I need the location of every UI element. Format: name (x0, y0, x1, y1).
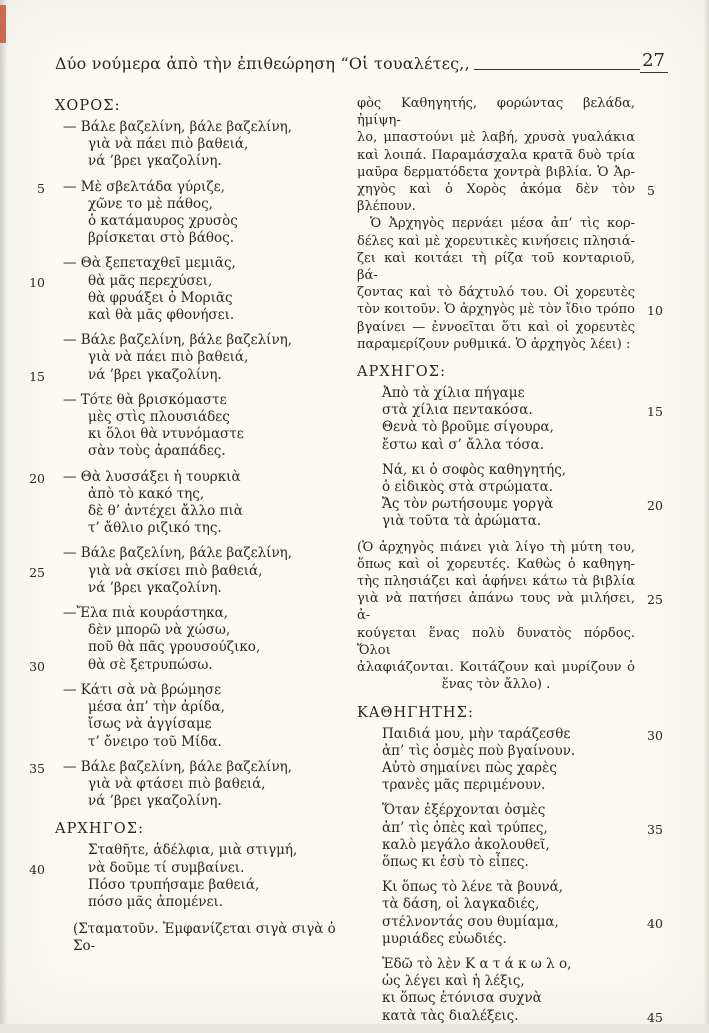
verse-line: Πόσο τρυπήσαμε βαθειά, (88, 876, 260, 893)
verse-line: Ὅταν ἐξέρχονται ὀσμὲς (382, 802, 546, 819)
verse-line: θὰ σὲ ξετρυπώσω. 30 (55, 657, 355, 674)
verse-line: γιὰ νὰ πάει πιὸ βαθειά, (88, 349, 249, 366)
line-number: 15 (29, 368, 45, 384)
line-number: 40 (29, 861, 45, 877)
stanza (29, 255, 355, 324)
verse-line: Ἀπὸ τὰ χίλια πήγαμε (382, 385, 525, 402)
stanza (357, 955, 663, 1025)
speaker-heading: ΚΑΘΗΓΗΤΗΣ: (357, 704, 474, 721)
verse-line: μυριάδες εὐωδιές. (382, 930, 507, 947)
stage-direction-line: φὸς Καθηγητής, φορώντας βελάδα, ἡμίψη- (357, 96, 635, 129)
stage-direction-line: ἀλαφιάζονται. Κοιτάζουν καὶ μυρίζουν ὁ (357, 660, 635, 676)
verse-line: κι ὅπως ἐτόνισα συχνὰ (382, 990, 542, 1007)
verse-line: σὰν τοὺς ἀραπάδες. (88, 443, 226, 460)
stanza (55, 392, 355, 461)
verse-line: — Τότε θὰ βρισκόμαστε (63, 391, 227, 408)
line-number: 35 (647, 821, 663, 837)
line-number: 20 (647, 498, 663, 514)
stage-direction-line: τὴς πλησιάζει καὶ ἀφήνει κάτω τὰ βιβλία (357, 574, 635, 590)
stage-direction-line: ζει καὶ κοιτάει τὴ ρίζα τοῦ κονταριοῦ, βά- (357, 250, 635, 284)
verse-line: Κι ὅπως τὸ λένε τὰ βουνά, (382, 879, 564, 896)
stage-direction-line: δέλες καὶ μὲ χορευτικὲς κινήσεις πλησιά- (357, 233, 635, 249)
verse-line: γιὰ νὰ πάει πιὸ βαθειά, (88, 136, 249, 153)
speaker-heading: ΧΟΡΟΣ: (55, 98, 121, 114)
stage-direction-line: ὅπως καὶ οἱ χορευτές. Καθὼς ὁ καθηγη- (357, 556, 635, 572)
stanza (29, 842, 355, 911)
stage-direction-line: καὶ λοιπά. Παραμάσχαλα κρατᾶ δυὸ τρία (357, 147, 635, 163)
verse-line: γιὰ νὰ σκίσει πιὸ βαθειά, 25 (55, 563, 355, 580)
header-rule (474, 69, 640, 70)
verse-line: γιὰ νὰ φτάσει πιὸ βαθειά, (88, 775, 266, 792)
verse-line: γιὰ τοῦτα τὰ ἀρώματα. (382, 513, 542, 530)
line-number: 25 (647, 592, 663, 608)
verse-line: — Βάλε βαζελίνη, βάλε βαζελίνη, (63, 332, 293, 349)
verse-line: ὁ κατάμαυρος χρυσὸς (88, 213, 238, 230)
verse-line: ἀπ’ τὶς ὀπὲς καὶ τρύπες, 35 (357, 820, 635, 837)
verse-line: — Βάλε βαζελίνη, βάλε βαζελίνη, (63, 119, 293, 135)
line-number: 30 (647, 727, 663, 743)
stage-direction (357, 95, 663, 353)
stanza (29, 332, 355, 384)
verse-line: μέσα ἀπ’ τὴν ἀρίδα, (88, 699, 225, 716)
verse-line: ὡς λέγει καὶ ἡ λέξις, (382, 973, 525, 990)
verse-line: ἀπὸ τὸ κακό της, (88, 485, 205, 502)
verse-line: Παιδιά μου, μὴν ταράζεσθε 30 (357, 726, 635, 743)
verse-line: θὰ μᾶς περεχύσει, 10 (55, 273, 355, 290)
verse-line: βρίσκεται στὸ βάθος. (88, 230, 234, 247)
stanza (37, 178, 355, 248)
stanza (55, 682, 355, 751)
stanza (55, 119, 355, 171)
scan-edge-left (0, 0, 7, 1024)
stage-direction-line: ζοντας καὶ τὸ δάχτυλό του. Οἱ χορευτὲς (357, 285, 635, 301)
verse-line: Ἄς τὸν ρωτήσουμε γοργὰ 20 (357, 496, 635, 513)
stage-direction (55, 921, 355, 955)
stanza (29, 758, 355, 811)
verse-line: Νά, κι ὁ σοφὸς καθηγητής, (382, 461, 567, 478)
line-number: 5 (37, 180, 45, 196)
stanza (357, 802, 663, 871)
running-title: Δύο νούμερα ἀπὸ τὴν ἐπιθεώρηση “Οἱ τουαλέτες,, (55, 54, 470, 73)
verse-line: ποῦ θὰ πᾶς γρουσούζικο, (88, 639, 261, 656)
page-header (55, 50, 668, 73)
stanza (357, 385, 663, 454)
stanza (357, 725, 663, 795)
verse-line: στέλνοντάς σου θυμίαμα, 40 (357, 914, 635, 931)
line-number: 20 (29, 470, 45, 486)
verse-line: Θενὰ τὸ βροῦμε σίγουρα, (382, 419, 554, 436)
verse-line: ὅπως κι ἐσὺ τὸ εἶπες. (382, 853, 529, 870)
verse-line: καὶ θὰ μᾶς φθονήσει. (88, 307, 235, 324)
stage-direction-line: (Ὁ ἀρχηγὸς πιάνει γιὰ λίγο τὴ μύτη του, (357, 539, 635, 555)
verse-line: κατὰ τὰς διαλέξεις. 45 (357, 1008, 635, 1025)
verse-line: Αὐτὸ σημαίνει πὼς χαρὲς (382, 759, 557, 776)
verse-line: στὰ χίλια πεντακόσα. 15 (357, 402, 635, 419)
verse-line: δὲν μπορῶ νὰ χώσω, (88, 622, 231, 639)
verse-line: — Βάλε βαζελίνη, βάλε βαζελίνη, 35 (55, 759, 355, 776)
stage-direction-line: ἕνας τὸν ἄλλο) . (441, 677, 551, 693)
verse-line: Ἐδῶ τὸ λὲν Κ α τ ά κ ω λ ο, (382, 955, 572, 972)
verse-line: δὲ θ’ ἀντέχει ἄλλο πιὰ (88, 503, 243, 520)
speaker-heading: ΑΡΧΗΓΟΣ: (55, 821, 145, 838)
stage-direction (357, 539, 663, 694)
stage-direction-line: παραμερίζουν ρυθμικά. Ὁ ἀρχηγὸς λέει) : (357, 336, 631, 352)
line-number: 15 (647, 404, 663, 420)
right-column (357, 95, 663, 1033)
stage-direction-line: (Σταματοῦν. Ἐμφανίζεται σιγὰ σιγὰ ὁ Σο- (73, 921, 336, 955)
stanza (29, 605, 355, 674)
stage-direction-line: χηγὸς καὶ ὁ Χορὸς ἀκόμα δὲν τὸν βλέπουν. 5 (357, 181, 635, 215)
scan-corner-mark (0, 5, 6, 43)
scan-edge-right (704, 0, 709, 1024)
verse-line: ἔστω καὶ σ’ ἄλλα τόσα. (382, 436, 545, 453)
verse-line: — Βάλε βαζελίνη, βάλε βαζελίνη, (63, 545, 293, 562)
line-number: 10 (29, 274, 45, 290)
line-number: 5 (647, 183, 655, 199)
verse-line: πόσο μᾶς ἀπομένει. (88, 893, 224, 910)
verse-line: — Θὰ λυσσάξει ἡ τουρκιὰ 20 (55, 469, 355, 486)
verse-line: χῶνε το μὲ πάθος, (88, 195, 213, 212)
stage-direction-line: Ὁ Ἀρχηγὸς περνάει μέσα ἀπ’ τὶς κορ- (370, 216, 635, 232)
stage-direction-line: λο, μπαστούνι μὲ λαβή, χρυσὰ γυαλάκια (357, 130, 635, 146)
stage-direction-line: τὸν κοιτοῦν. Ὁ ἀρχηγὸς μὲ τὸν ἴδιο τρόπο 10 (357, 301, 635, 318)
verse-line: κι ὅλοι θὰ ντυνόμαστε (88, 426, 244, 443)
verse-line: ἴσως νὰ ἀγγίσαμε (88, 716, 212, 733)
verse-line: μὲς στὶς πλουσιάδες (88, 409, 230, 426)
verse-line: τ’ ὄνειρο τοῦ Μίδα. (88, 733, 222, 750)
line-number: 10 (647, 303, 663, 319)
verse-line: — Μὲ σβελτάδα γύριζε, 5 (55, 179, 355, 196)
stage-direction-line: γιὰ νὰ πατήσει ἀπάνω τους νὰ μιλήσει, ἀ- 25 (357, 590, 635, 624)
verse-line: θὰ φρυάξει ὁ Μοριᾶς (88, 289, 233, 306)
verse-line: νά ’βρει γκαζολίνη. (88, 793, 222, 810)
verse-line: ὁ εἰδικὸς στὰ στρώματα. (382, 479, 554, 496)
speaker-heading: ΑΡΧΗΓΟΣ: (357, 364, 447, 381)
stanza (29, 468, 355, 538)
stanza (357, 461, 663, 531)
line-number: 25 (29, 564, 45, 580)
page-number: 27 (640, 50, 668, 73)
line-number: 30 (29, 658, 45, 674)
verse-line: νά ’βρει γκαζολίνη. (88, 579, 222, 596)
verse-line: νά ’βρει γκαζολίνη. 15 (55, 367, 355, 384)
verse-line: Σταθῆτε, ἀδέλφια, μιὰ στιγμή, (88, 842, 298, 859)
verse-line: ἀπ’ τὶς ὀσμὲς ποὺ βγαίνουν. (382, 742, 576, 759)
verse-line: καλὸ μεγάλο ἀκολουθεῖ, (382, 836, 550, 853)
verse-line: τρανὲς μᾶς περιμένουν. (382, 777, 546, 794)
line-number: 40 (647, 915, 663, 931)
verse-line: —Ἔλα πιὰ κουράστηκα, (63, 605, 229, 622)
stanza (29, 545, 355, 597)
verse-line: νὰ δοῦμε τί συμβαίνει. 40 (55, 860, 355, 877)
line-number: 35 (29, 760, 45, 776)
verse-line: τ’ ἄθλιο ριζικό της. (88, 520, 222, 537)
verse-line: — Κάτι σὰ νὰ βρώμησε (63, 681, 222, 698)
verse-line: νά ’βρει γκαζολίνη. (88, 153, 222, 170)
stanza (357, 879, 663, 948)
stage-direction-line: μαῦρα δερματόδετα χοντρὰ βιβλία. Ὁ Ἀρ- (357, 164, 635, 180)
left-column (29, 95, 355, 964)
verse-line: τὰ δάση, οἱ λαγκαδιές, (382, 896, 540, 913)
stage-direction-line: βγαίνει — ἐννοεῖται ὅτι καὶ οἱ χορευτὲς (357, 319, 635, 335)
line-number: 45 (647, 1009, 663, 1025)
stage-direction-line: κούγεται ἕνας πολὺ δυνατὸς πόρδος. Ὅλοι (357, 625, 635, 658)
verse-line: — Θὰ ξεπεταχθεῖ μεμιᾶς, (63, 255, 236, 272)
